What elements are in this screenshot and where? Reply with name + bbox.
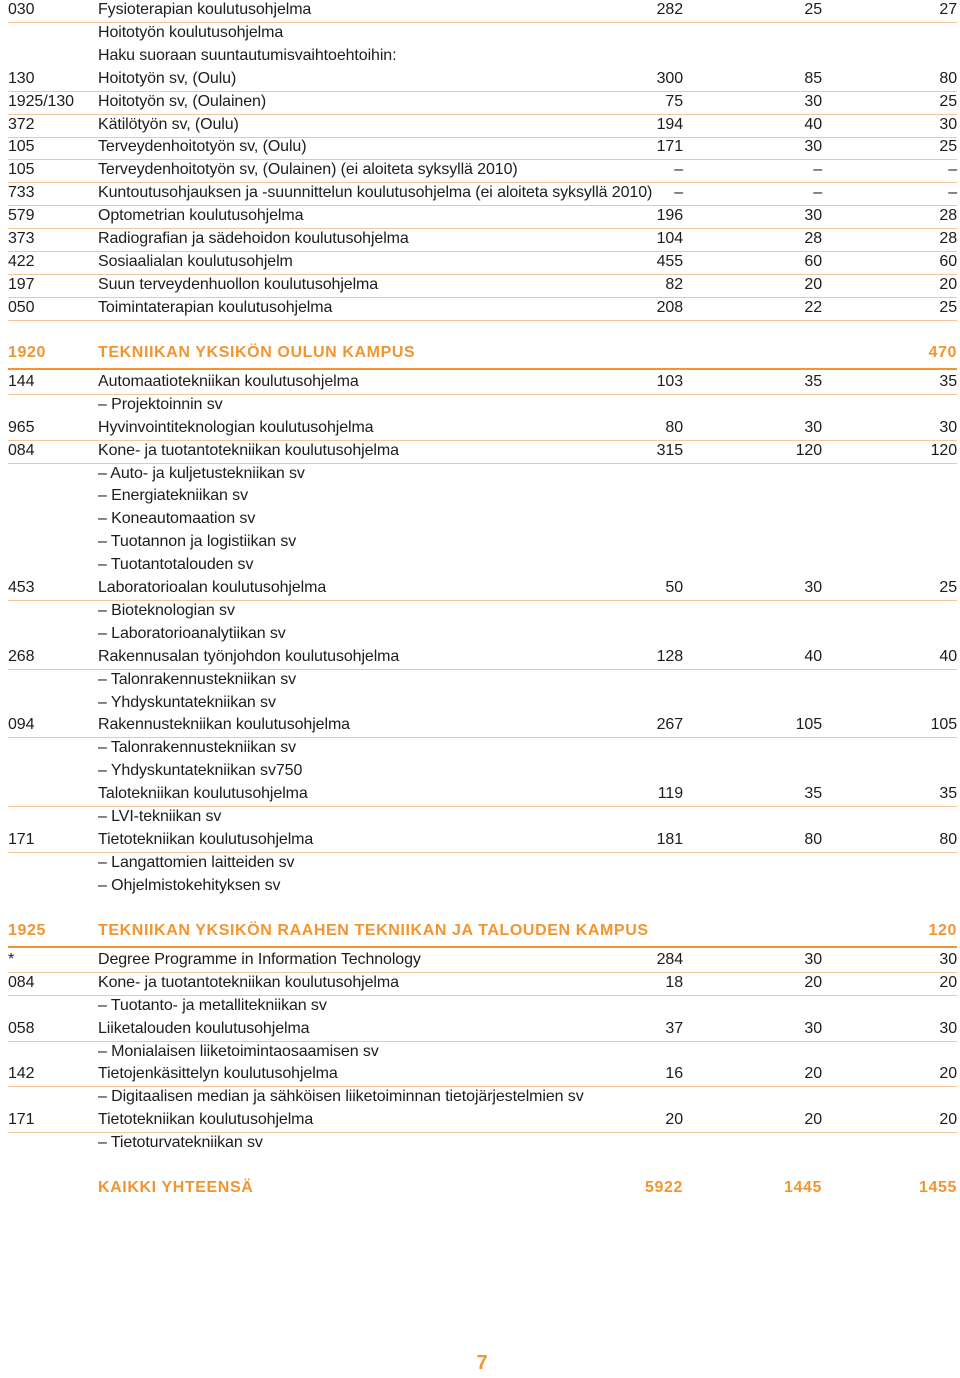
programme-code: 1925: [8, 921, 46, 939]
programme-code: [8, 670, 96, 693]
programme-code: [8, 1133, 96, 1156]
value-col-1: 284: [656, 950, 683, 968]
value-col-2: 1445: [784, 1179, 822, 1196]
sub-programme-row: [0, 464, 960, 487]
programme-code: 579: [8, 207, 35, 225]
value-col-2: 30: [804, 138, 822, 156]
sub-programme-row: [0, 1087, 960, 1110]
programme-name: KAIKKI YHTEENSÄ: [98, 1179, 254, 1196]
sub-programme-row: [0, 1042, 960, 1065]
value-col-2: 20: [804, 1111, 822, 1129]
table-row: [0, 973, 960, 996]
value-col-3: 20: [939, 973, 957, 991]
programme-code: 733: [8, 184, 35, 202]
programme-name: Hoitotyön sv, (Oulainen): [98, 92, 267, 110]
programme-name: Toimintaterapian koulutusohjelma: [98, 298, 333, 316]
programme-name: – Tuotantotalouden sv: [98, 556, 254, 574]
table-row: [0, 275, 960, 298]
value-col-3: –: [948, 161, 957, 179]
programme-code: [8, 23, 96, 46]
programme-name: Rakennustekniikan koulutusohjelma: [98, 716, 350, 734]
programme-name: – Monialaisen liiketoimintaosaamisen sv: [98, 1042, 379, 1060]
value-col-2: 30: [804, 950, 822, 968]
total-row: [0, 1177, 960, 1204]
programme-code: 268: [8, 647, 35, 665]
programme-name: Laboratorioalan koulutusohjelma: [98, 579, 327, 596]
value-col-2: 85: [804, 69, 822, 87]
programme-code: [8, 532, 96, 555]
programme-name: – Tuotanto- ja metallitekniikan sv: [98, 996, 327, 1014]
sub-programme-row: [0, 23, 960, 46]
table-row: [0, 298, 960, 321]
value-col-3: 30: [939, 115, 957, 133]
programme-code: *: [8, 950, 15, 968]
programme-name: Kone- ja tuotantotekniikan koulutusohjelma: [98, 441, 399, 459]
value-col-2: 22: [804, 298, 822, 316]
programme-name: Tietojenkäsittelyn koulutusohjelma: [98, 1065, 338, 1083]
programme-code: 144: [8, 372, 35, 390]
value-col-1: 50: [665, 579, 683, 596]
value-col-3: –: [948, 184, 957, 202]
programme-code: [8, 1087, 96, 1110]
programme-name: – Bioteknologian sv: [98, 601, 235, 619]
programme-name: – Tuotannon ja logistiikan sv: [98, 533, 297, 551]
programme-code: 422: [8, 252, 35, 270]
value-col-3: 27: [939, 1, 957, 18]
programme-code: 1925/130: [8, 92, 74, 110]
programme-code: 105: [8, 161, 35, 179]
programme-code: 084: [8, 441, 35, 459]
programme-code: [8, 738, 96, 761]
programme-name: – Talonrakennustekniikan sv: [98, 670, 297, 688]
programme-name: Terveydenhoitotyön sv, (Oulu): [98, 138, 307, 156]
programme-code: 373: [8, 230, 35, 247]
table-row: [0, 715, 960, 738]
programme-code: 372: [8, 115, 35, 133]
value-col-2: 40: [804, 647, 822, 665]
programme-code: 171: [8, 1111, 35, 1129]
value-col-3: 40: [939, 647, 957, 665]
value-col-1: 119: [657, 785, 683, 803]
value-col-3: 28: [939, 207, 957, 225]
table-row: [0, 784, 960, 807]
programme-name: Degree Programme in Information Technology: [98, 950, 421, 968]
table-row: [0, 1110, 960, 1133]
programme-name: Sosiaalialan koulutusohjelm: [98, 252, 293, 270]
value-col-3: 25: [939, 92, 957, 110]
programme-name: – Yhdyskuntatekniikan sv750: [98, 762, 303, 780]
programme-name: Optometrian koulutusohjelma: [98, 207, 304, 225]
programme-code: [8, 853, 96, 876]
value-col-1: [563, 920, 683, 948]
programme-name: Rakennusalan työnjohdon koulutusohjelma: [98, 647, 400, 665]
value-col-3: 20: [939, 275, 957, 293]
programme-code: 1920: [8, 343, 46, 361]
programme-name: – LVI-tekniikan sv: [98, 808, 222, 825]
programme-name: – Langattomien laitteiden sv: [98, 853, 295, 871]
sub-programme-row: [0, 509, 960, 532]
value-col-1: 282: [656, 1, 683, 18]
value-col-1: 82: [665, 275, 683, 293]
sub-programme-row: [0, 996, 960, 1019]
programme-code: [8, 1042, 96, 1065]
programme-code: [8, 464, 96, 487]
value-col-2: 30: [804, 579, 822, 596]
value-col-1: 194: [656, 115, 683, 133]
value-col-3: 1455: [919, 1179, 957, 1196]
sub-programme-row: [0, 670, 960, 693]
programme-code: [8, 624, 96, 647]
programme-code: [8, 784, 96, 807]
value-col-2: 20: [804, 1065, 822, 1083]
value-col-2: [702, 920, 822, 948]
programme-code: 130: [8, 69, 35, 87]
programme-name: Fysioterapian koulutusohjelma: [98, 1, 312, 18]
programme-code: [8, 761, 96, 784]
value-col-2: 120: [795, 441, 822, 459]
programme-name: – Energiatekniikan sv: [98, 487, 248, 505]
value-col-2: 30: [804, 418, 822, 436]
sub-programme-row: [0, 738, 960, 761]
programme-name: Tietotekniikan koulutusohjelma: [98, 830, 314, 848]
value-col-3: 25: [939, 579, 957, 596]
value-col-1: 128: [656, 647, 683, 665]
value-col-1: 20: [665, 1111, 683, 1129]
value-col-2: 28: [804, 230, 822, 247]
programme-name: Suun terveydenhuollon koulutusohjelma: [98, 275, 379, 293]
table-row: [0, 252, 960, 275]
value-col-1: [563, 342, 683, 370]
programme-code: [8, 395, 96, 418]
value-col-1: –: [674, 184, 683, 202]
value-col-3: 470: [928, 343, 957, 361]
sub-programme-row: [0, 555, 960, 578]
value-col-1: 181: [656, 830, 683, 848]
section-header: [0, 920, 960, 948]
table-row: [0, 950, 960, 973]
programme-code: 453: [8, 579, 35, 596]
value-col-1: 5922: [645, 1179, 683, 1196]
value-col-2: 20: [804, 275, 822, 293]
section-header: [0, 342, 960, 370]
value-col-2: 40: [804, 115, 822, 133]
value-col-1: 455: [656, 252, 683, 270]
table-row: [0, 578, 960, 601]
programme-name: – Projektoinnin sv: [98, 395, 223, 413]
sub-programme-row: [0, 46, 960, 69]
sub-programme-row: [0, 601, 960, 624]
table-row: [0, 1064, 960, 1087]
sub-programme-row: [0, 853, 960, 876]
value-col-3: 80: [939, 830, 957, 848]
programme-code: 058: [8, 1019, 35, 1037]
table-row: [0, 830, 960, 853]
sub-programme-row: [0, 761, 960, 784]
page-number: 7: [476, 1352, 488, 1374]
programme-name: Tietotekniikan koulutusohjelma: [98, 1111, 314, 1129]
sub-programme-row: [0, 532, 960, 555]
value-col-1: 171: [656, 138, 683, 156]
value-col-3: 28: [939, 230, 957, 247]
sub-programme-row: [0, 486, 960, 509]
value-col-2: 30: [804, 207, 822, 225]
table-row: [0, 206, 960, 229]
programme-code: 105: [8, 138, 35, 156]
value-col-3: 120: [928, 921, 957, 939]
value-col-2: 30: [804, 92, 822, 110]
table-row: [0, 137, 960, 160]
value-col-3: 30: [939, 1019, 957, 1037]
programme-name: Kätilötyön sv, (Oulu): [98, 115, 239, 133]
programme-name: Kone- ja tuotantotekniikan koulutusohjelma: [98, 973, 399, 991]
value-col-1: –: [674, 161, 683, 179]
sub-programme-row: [0, 395, 960, 418]
programme-code: [8, 46, 96, 69]
programme-name: TEKNIIKAN YKSIKÖN OULUN KAMPUS: [98, 343, 416, 361]
programme-name: Hyvinvointiteknologian koulutusohjelma: [98, 418, 374, 436]
programme-name: – Yhdyskuntatekniikan sv: [98, 693, 276, 711]
value-col-1: 103: [656, 372, 683, 390]
table-row: [0, 160, 960, 183]
programme-name: Hoitotyön koulutusohjelma: [98, 23, 284, 41]
value-col-3: 80: [939, 69, 957, 87]
programme-name: Kuntoutusohjauksen ja -suunnittelun koulutusohjelma (ei aloiteta syksyllä 2010): [98, 184, 653, 202]
value-col-3: 25: [939, 138, 957, 156]
programme-name: Terveydenhoitotyön sv, (Oulainen) (ei aloiteta syksyllä 2010): [98, 161, 518, 179]
value-col-1: 315: [656, 441, 683, 459]
value-col-2: 30: [804, 1019, 822, 1037]
programme-name: Talotekniikan koulutusohjelma: [98, 785, 308, 803]
value-col-2: 105: [795, 716, 822, 734]
programme-code: 142: [8, 1065, 35, 1083]
programme-code: [8, 876, 96, 899]
sub-programme-row: [0, 693, 960, 716]
programme-name: Hoitotyön sv, (Oulu): [98, 69, 237, 87]
table-row: [0, 0, 960, 23]
programme-name: – Digitaalisen median ja sähköisen liiketoiminnan tietojärjestelmien sv: [98, 1088, 584, 1106]
value-col-3: 60: [939, 252, 957, 270]
value-col-3: 30: [939, 950, 957, 968]
programme-code: [8, 1177, 96, 1204]
programme-code: 171: [8, 830, 35, 848]
programme-name: – Koneautomaation sv: [98, 510, 256, 528]
table-row: [0, 372, 960, 395]
value-col-1: 18: [665, 973, 683, 991]
value-col-3: 120: [930, 441, 957, 459]
value-col-3: 20: [939, 1065, 957, 1083]
table-row: [0, 92, 960, 115]
value-col-3: 25: [939, 298, 957, 316]
value-col-3: 35: [939, 785, 957, 803]
programme-name: Automaatiotekniikan koulutusohjelma: [98, 372, 359, 390]
value-col-1: 80: [665, 418, 683, 436]
programme-code: [8, 509, 96, 532]
table-row: [0, 418, 960, 441]
value-col-1: 75: [665, 92, 683, 110]
programme-code: 084: [8, 973, 35, 991]
table-row: [0, 229, 960, 252]
programme-code: [8, 601, 96, 624]
programme-name: Radiografian ja sädehoidon koulutusohjelma: [98, 230, 409, 247]
sub-programme-row: [0, 624, 960, 647]
value-col-3: 20: [939, 1111, 957, 1129]
value-col-1: 300: [656, 69, 683, 87]
value-col-2: –: [813, 184, 822, 202]
value-col-2: 35: [804, 785, 822, 803]
table-row: [0, 1019, 960, 1042]
programme-code: 197: [8, 275, 35, 293]
programme-code: 094: [8, 716, 35, 734]
table-row: [0, 647, 960, 670]
programme-code: 050: [8, 298, 35, 316]
programme-code: [8, 693, 96, 716]
value-col-1: 196: [656, 207, 683, 225]
programme-code: [8, 486, 96, 509]
programme-name: TEKNIIKAN YKSIKÖN RAAHEN TEKNIIKAN JA TALOUDEN KAMPUS: [98, 921, 649, 939]
value-col-1: 104: [656, 230, 683, 247]
table-row: [0, 69, 960, 92]
sub-programme-row: [0, 807, 960, 830]
value-col-2: [702, 342, 822, 370]
value-col-1: 267: [656, 716, 683, 734]
value-col-1: 16: [665, 1065, 683, 1083]
programme-name: – Ohjelmistokehityksen sv: [98, 876, 281, 894]
programme-name: Liiketalouden koulutusohjelma: [98, 1019, 310, 1037]
value-col-1: 37: [665, 1019, 683, 1037]
value-col-2: 20: [804, 973, 822, 991]
programme-name: – Auto- ja kuljetustekniikan sv: [98, 464, 305, 482]
value-col-3: 105: [930, 716, 957, 734]
value-col-2: –: [813, 161, 822, 179]
programme-name: – Talonrakennustekniikan sv: [98, 739, 297, 757]
table-row: [0, 115, 960, 138]
value-col-2: 80: [804, 830, 822, 848]
value-col-2: 35: [804, 372, 822, 390]
sub-programme-row: [0, 1133, 960, 1156]
programme-code: [8, 555, 96, 578]
value-col-2: 25: [804, 1, 822, 18]
value-col-3: 35: [939, 372, 957, 390]
programme-code: 030: [8, 1, 35, 18]
sub-programme-row: [0, 876, 960, 899]
programme-code: [8, 807, 96, 830]
table-row: [0, 183, 960, 206]
value-col-1: 208: [656, 298, 683, 316]
programme-code: 965: [8, 418, 35, 436]
table-row: [0, 441, 960, 464]
programme-code: [8, 996, 96, 1019]
programme-name: – Laboratorioanalytiikan sv: [98, 624, 286, 642]
programme-name: Haku suoraan suuntautumisvaihtoehtoihin:: [98, 46, 397, 64]
value-col-3: 30: [939, 418, 957, 436]
value-col-2: 60: [804, 252, 822, 270]
programme-name: – Tietoturvatekniikan sv: [98, 1134, 263, 1152]
